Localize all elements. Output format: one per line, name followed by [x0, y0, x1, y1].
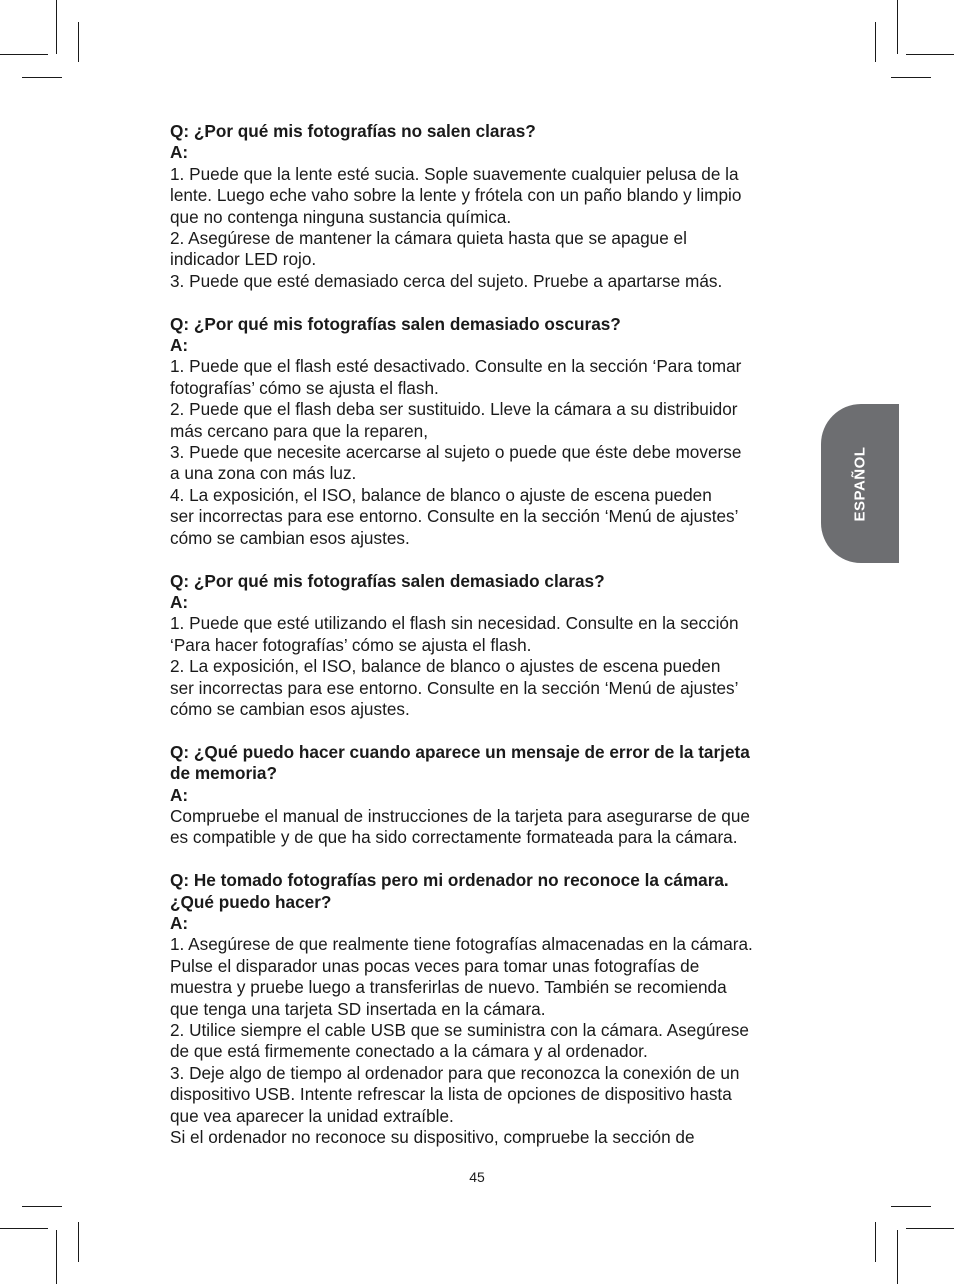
faq-content: [170, 121, 810, 1170]
crop-mark: [0, 54, 48, 55]
crop-mark: [56, 0, 57, 54]
faq-answer: 1. Asegúrese de que realmente tiene fotografías almacenadas en la cámara. Pulse el disparador unas pocas veces para tomar unas fotografías de muestra y pruebe luego a transferirlas de nuevo. También se recomienda que tenga una tarjeta SD insertada en la cámara. 2. Utilice siempre el cable USB que se suministra con la cámara. Asegúrese de que está firmemente conectado a la cámara y al ordenador. 3. Deje algo de tiempo al ordenador para que reconozca la conexión de un dispositivo USB. Intente refrescar la lista de opciones de dispositivo hasta que vea aparecer la unidad extraíble. Si el ordenador no reconoce su dispositivo, compruebe la sección de: [170, 934, 753, 1148]
faq-answer-label: A:: [170, 142, 189, 163]
faq-question: Q: ¿Qué puedo hacer cuando aparece un mensaje de error de la tarjeta de memoria?: [170, 741, 750, 784]
language-tab-label: ESPAÑOL: [851, 446, 869, 521]
faq-answer: 1. Puede que esté utilizando el flash sin necesidad. Consulte en la sección ‘Para hacer fotografías’ cómo se ajusta el flash. 2. La exposición, el ISO, balance de blanco o ajustes de escena pueden ser incorrectas para ese entorno. Consulte en la sección ‘Menú de ajustes’ cómo se cambian esos ajustes.: [170, 613, 739, 719]
faq-answer-label: A:: [170, 591, 189, 612]
page-number: 45: [469, 1169, 485, 1185]
faq-answer: Compruebe el manual de instrucciones de la tarjeta para asegurarse de que es compatible y de que ha sido correctamente formateada para la cámara.: [170, 805, 750, 848]
crop-mark: [875, 1222, 876, 1262]
crop-mark: [891, 1206, 931, 1207]
faq-answer: 1. Puede que la lente esté sucia. Sople suavemente cualquier pelusa de la lente. Luego eche vaho sobre la lente y frótela con un paño blando y limpio que no contenga ninguna sustancia química. 2. Asegúrese de mantener la cámara quieta hasta que se apague el indicador LED rojo. 3. Puede que esté demasiado cerca del sujeto. Pruebe a apartarse más.: [170, 163, 742, 291]
faq-answer-label: A:: [170, 912, 189, 933]
faq-question: Q: ¿Por qué mis fotografías no salen claras?: [170, 121, 536, 141]
faq-item: [170, 314, 810, 549]
crop-mark: [22, 77, 62, 78]
faq-question: Q: He tomado fotografías pero mi ordenador no reconoce la cámara. ¿Qué puedo hacer?: [170, 870, 729, 912]
crop-mark: [78, 22, 79, 62]
crop-mark: [56, 1230, 57, 1284]
language-tab: [821, 404, 899, 563]
crop-mark: [897, 0, 898, 54]
crop-mark: [22, 1206, 62, 1207]
crop-mark: [891, 77, 931, 78]
faq-item: [170, 121, 810, 292]
faq-answer-label: A:: [170, 784, 189, 805]
crop-mark: [897, 1230, 898, 1284]
crop-mark: [78, 1222, 79, 1262]
faq-answer: 1. Puede que el flash esté desactivado. Consulte en la sección ‘Para tomar fotografías’ cómo se ajusta el flash. 2. Puede que el flash deba ser sustituido. Lleve la cámara a su distribuidor más cercano para que la reparen, 3. Puede que necesite acercarse al sujeto o puede que éste debe moverse a una zona con más luz. 4. La exposición, el ISO, balance de blanco o ajuste de escena pueden ser incorrectas para ese entorno. Consulte en la sección ‘Menú de ajustes’ cómo se cambian esos ajustes.: [170, 356, 742, 548]
crop-mark: [906, 54, 954, 55]
faq-item: [170, 742, 810, 849]
faq-item: [170, 870, 810, 1148]
faq-question: Q: ¿Por qué mis fotografías salen demasiado oscuras?: [170, 313, 621, 334]
faq-item: [170, 571, 810, 721]
crop-mark: [0, 1228, 48, 1229]
faq-answer-label: A:: [170, 335, 189, 356]
faq-question: Q: ¿Por qué mis fotografías salen demasiado claras?: [170, 570, 605, 591]
crop-mark: [906, 1228, 954, 1229]
crop-mark: [875, 22, 876, 62]
